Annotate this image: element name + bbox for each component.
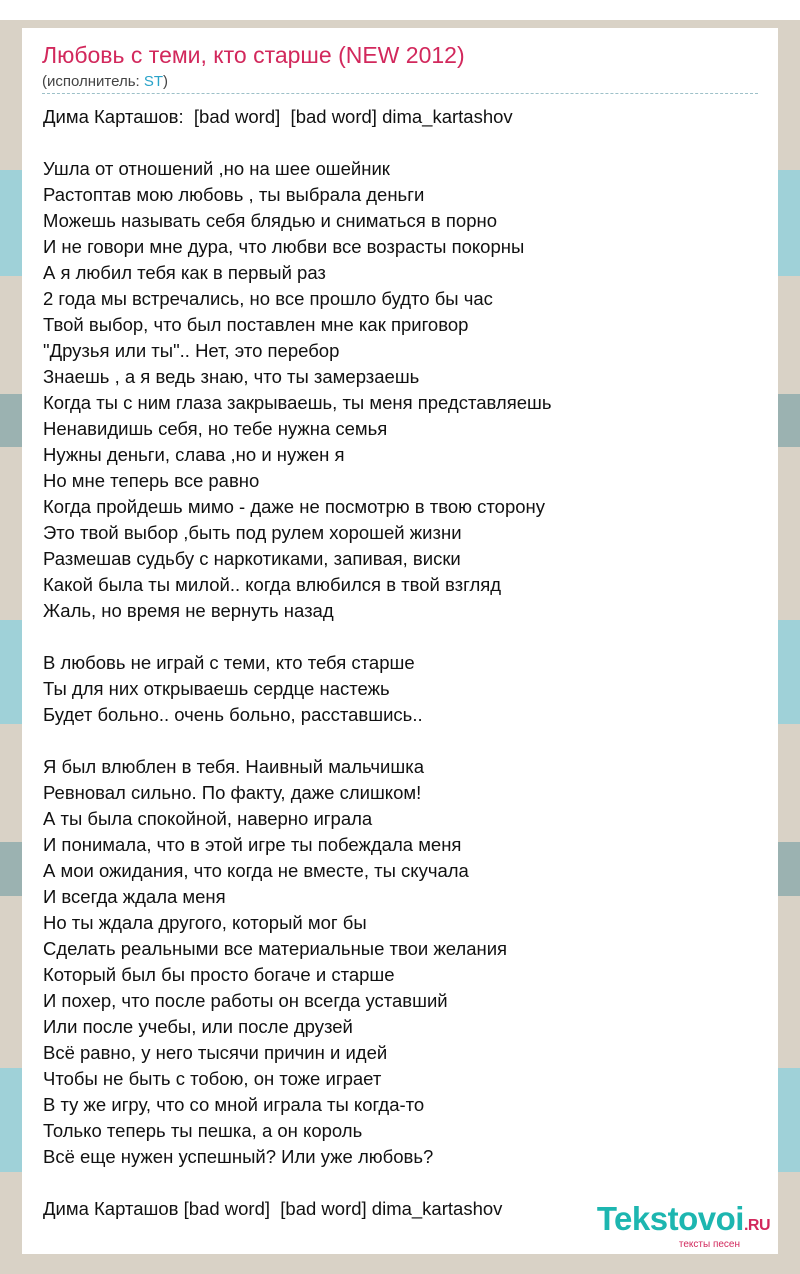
lyric-line: И похер, что после работы он всегда уставший [43, 990, 448, 1011]
lyric-line: А я любил тебя как в первый раз [43, 262, 326, 283]
lyric-line: Дима Карташов: [bad word] [bad word] dima_kartashov [43, 106, 513, 127]
lyric-line: Всё еще нужен успешный? Или уже любовь? [43, 1146, 434, 1167]
lyrics-card [22, 28, 778, 1254]
lyric-line: Всё равно, у него тысячи причин и идей [43, 1042, 388, 1063]
lyric-line: Нужны деньги, слава ,но и нужен я [43, 444, 345, 465]
lyric-line: Размешав судьбу с наркотиками, запивая, виски [43, 548, 461, 569]
lyric-line [43, 728, 763, 754]
lyric-line: Ревновал сильно. По факту, даже слишком! [43, 782, 422, 803]
lyric-line [43, 130, 763, 156]
artist-prefix: (исполнитель: [42, 73, 144, 90]
lyric-line: "Друзья или ты".. Нет, это перебор [43, 340, 340, 361]
lyric-line: Сделать реальными все материальные твои желания [43, 938, 508, 959]
lyric-line: В любовь не играй с теми, кто тебя старше [43, 652, 415, 673]
lyric-line: Знаешь , а я ведь знаю, что ты замерзаешь [43, 366, 420, 387]
title-divider [42, 93, 758, 94]
lyric-line: Дима Карташов [bad word] [bad word] dima_kartashov [43, 1198, 503, 1219]
lyric-line: Твой выбор, что был поставлен мне как приговор [43, 314, 469, 335]
lyric-line: В ту же игру, что со мной играла ты когда-то [43, 1094, 425, 1115]
lyric-line: Это твой выбор ,быть под рулем хорошей жизни [43, 522, 462, 543]
lyrics-text [43, 104, 763, 1222]
lyric-line: Ты для них открываешь сердце настежь [43, 678, 390, 699]
lyric-line: Я был влюблен в тебя. Наивный мальчишка [43, 756, 425, 777]
lyric-line: А ты была спокойной, наверно играла [43, 808, 373, 829]
lyric-line: Или после учебы, или после друзей [43, 1016, 353, 1037]
song-title: Любовь с теми, кто старше (NEW 2012) [42, 42, 465, 68]
logo-tagline: тексты песен [678, 1239, 740, 1250]
lyric-line: И не говори мне дура, что любви все возрасты покорны [43, 236, 525, 257]
lyric-line: Чтобы не быть с тобою, он тоже играет [43, 1068, 382, 1089]
lyric-line [43, 624, 763, 650]
lyric-line: Будет больно.. очень больно, расставшись.. [43, 704, 423, 725]
artist-link[interactable]: ST [143, 73, 164, 90]
lyric-line [43, 1170, 763, 1196]
artist-suffix: ) [163, 73, 169, 90]
lyric-line: Ненавидишь себя, но тебе нужна семья [43, 418, 388, 439]
lyric-line: Но ты ждала другого, который мог бы [43, 912, 367, 933]
lyric-line: Жаль, но время не вернуть назад [43, 600, 334, 621]
lyric-line: Ушла от отношений ,но на шее ошейник [43, 158, 390, 179]
lyric-line: А мои ожидания, что когда не вместе, ты скучала [43, 860, 469, 881]
logo-name: Tekstovoi [596, 1200, 744, 1237]
lyric-line: 2 года мы встречались, но все прошло будто бы час [43, 288, 493, 309]
lyric-line: Когда пройдешь мимо - даже не посмотрю в твою сторону [43, 496, 546, 517]
lyric-line: Только теперь ты пешка, а он король [43, 1120, 363, 1141]
lyric-line: Когда ты с ним глаза закрываешь, ты меня представляешь [43, 392, 552, 413]
lyric-line: И всегда ждала меня [43, 886, 226, 907]
lyric-line: Но мне теперь все равно [43, 470, 260, 491]
lyric-line: И понимала, что в этой игре ты побеждала меня [43, 834, 462, 855]
lyric-line: Который был бы просто богаче и старше [43, 964, 395, 985]
site-logo[interactable] [597, 1202, 770, 1250]
logo-tld: .RU [743, 1217, 770, 1234]
lyric-line: Можешь называть себя блядью и сниматься в порно [43, 210, 497, 231]
lyric-line: Растоптав мою любовь , ты выбрала деньги [43, 184, 425, 205]
lyric-line: Какой была ты милой.. когда влюбился в твой взгляд [43, 574, 502, 595]
artist-line [42, 73, 168, 90]
